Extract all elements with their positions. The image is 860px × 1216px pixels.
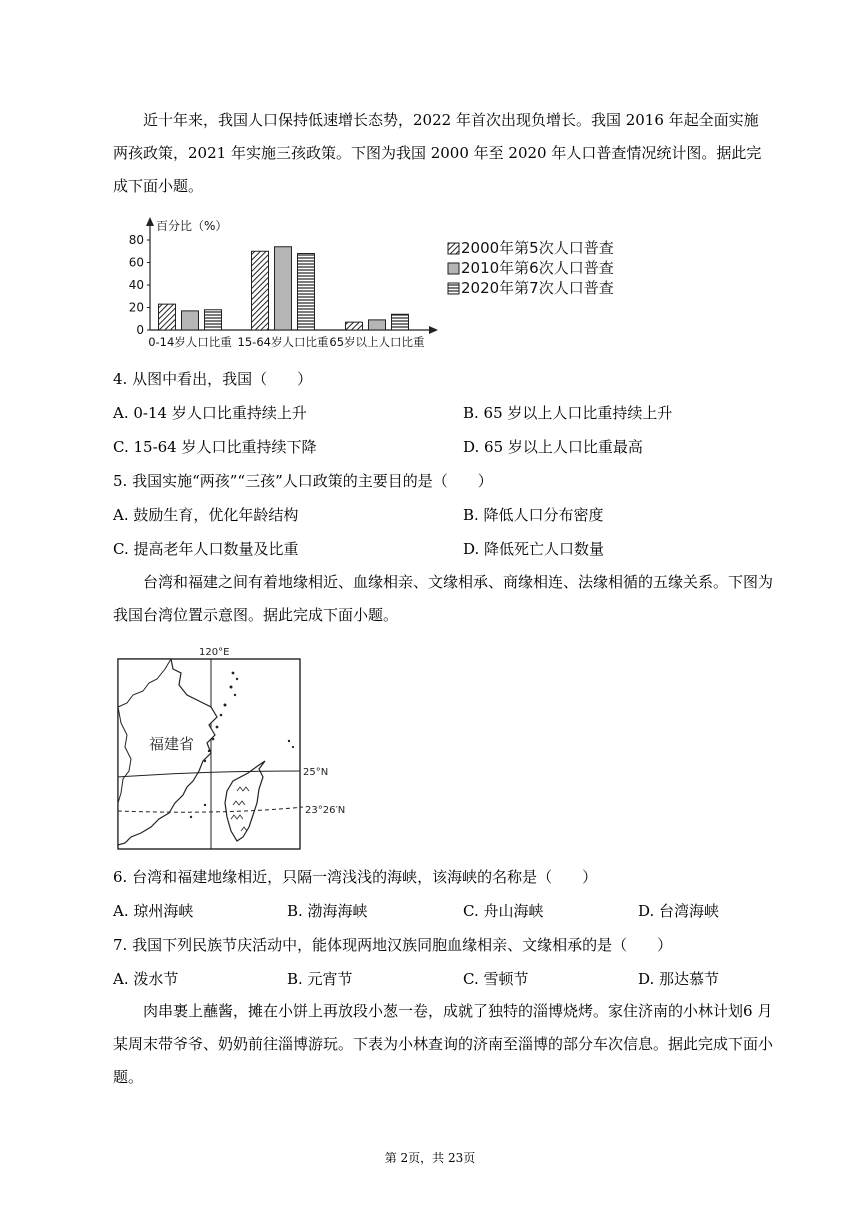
question-5-option-c[interactable]: C. 提高老年人口数量及比重 [113,540,299,558]
chart-legend-swatch [448,283,459,294]
question-6-stem: 6. 台湾和福建地缘相近，只隔一湾浅浅的海峡，该海峡的名称是（ ） [113,868,598,886]
population-census-bar-chart [118,212,628,357]
chart-y-tick-label: 60 [128,255,144,270]
chart-legend-swatch [448,243,459,254]
chart-y-label: 百分比（%） [156,219,228,233]
chart-y-tick-label: 0 [136,323,144,337]
page-footer: 第 2页，共 23页 [384,1151,476,1165]
intro-paragraph-3: 肉串裹上蘸酱，摊在小饼上再放段小葱一卷，成就了独特的淄博烧烤。家住济南的小林计划6 月某周末带爷爷、奶奶前往淄博游玩。下表为小林查询的济南至淄博的部分车次信息。据此完成下面小题。 [113,1002,774,1086]
question-6-option-a[interactable]: A. 琼州海峡 [113,902,194,920]
question-7-option-a[interactable]: A. 泼水节 [113,970,179,988]
chart-legend-swatch [448,263,459,274]
question-7-option-d[interactable]: D. 那达慕节 [638,970,720,988]
question-5-option-d[interactable]: D. 降低死亡人口数量 [463,540,605,558]
chart-x-tick-label: 15-64岁人口比重 [237,335,329,349]
question-7-option-b[interactable]: B. 元宵节 [287,970,353,988]
chart-bar [159,304,176,330]
chart-bar [205,310,222,330]
chart-legend-label: 2000年第5次人口普查 [461,239,614,257]
chart-y-axis-arrow [146,217,154,226]
question-4-option-c[interactable]: C. 15-64 岁人口比重持续下降 [113,438,317,456]
chart-x-axis-arrow [429,326,438,334]
question-4-option-b[interactable]: B. 65 岁以上人口比重持续上升 [463,404,673,422]
chart-y-tick-label: 80 [128,233,144,247]
question-7-option-c[interactable]: C. 雪顿节 [463,970,529,988]
chart-x-tick-label: 65岁以上人口比重 [329,335,425,349]
province-label: 福建省 [149,735,195,753]
lat2-label: 23°26′N [305,805,346,816]
question-4-option-a[interactable]: A. 0-14 岁人口比重持续上升 [113,404,307,422]
chart-y-tick-label: 20 [128,300,144,315]
taiwan-location-map [113,643,373,853]
question-4-option-d[interactable]: D. 65 岁以上人口比重最高 [463,438,643,456]
intro-paragraph-1: 近十年来，我国人口保持低速增长态势，2022 年首次出现负增长。我国 2016 年起全面实施两孩政策，2021 年实施三孩政策。下图为我国 2000 年至 2020 年人口普查情况统计图。据此完成下面小题。 [113,111,762,195]
question-5-option-a[interactable]: A. 鼓励生育，优化年龄结构 [113,506,299,524]
question-6-option-d[interactable]: D. 台湾海峡 [638,902,720,920]
question-7-stem: 7. 我国下列民族节庆活动中，能体现两地汉族同胞血缘相亲、文缘相承的是（ ） [113,936,673,954]
chart-bar [298,254,315,331]
chart-bar [252,251,269,330]
chart-legend-label: 2010年第6次人口普查 [461,259,614,277]
question-4-stem: 4. 从图中看出，我国（ ） [113,370,313,388]
chart-y-tick-label: 40 [128,278,144,292]
question-5-option-b[interactable]: B. 降低人口分布密度 [463,506,604,524]
chart-bar [182,311,199,330]
chart-bar [346,322,363,330]
question-6-option-c[interactable]: C. 舟山海峡 [463,902,544,920]
intro-paragraph-2: 台湾和福建之间有着地缘相近、血缘相亲、文缘相承、商缘相连、法缘相循的五缘关系。下图为我国台湾位置示意图。据此完成下面小题。 [113,573,774,624]
longitude-label: 120°E [199,647,230,658]
chart-legend-label: 2020年第7次人口普查 [461,279,614,297]
chart-bar [275,247,292,330]
question-6-option-b[interactable]: B. 渤海海峡 [287,902,368,920]
chart-x-tick-label: 0-14岁人口比重 [148,335,232,349]
chart-bar [392,314,409,330]
chart-bar [369,320,386,330]
lat1-label: 25°N [303,767,329,778]
question-5-stem: 5. 我国实施“两孩”“三孩”人口政策的主要目的是（ ） [113,472,493,490]
